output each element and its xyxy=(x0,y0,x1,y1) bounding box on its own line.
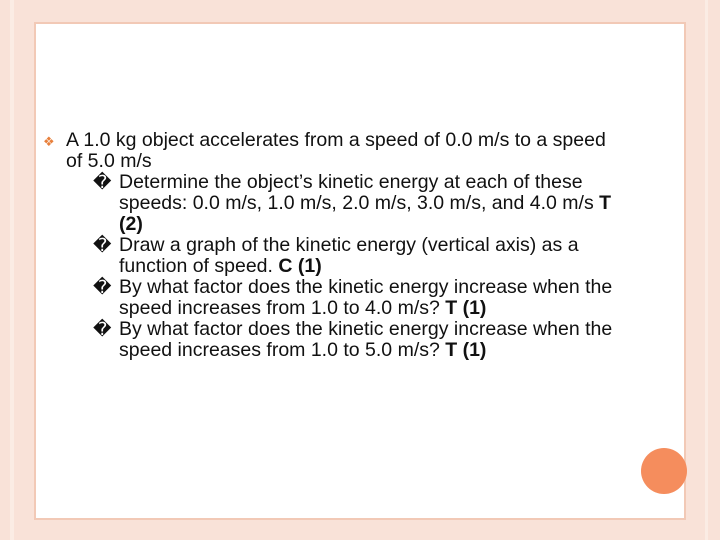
sub-bullet-list xyxy=(62,172,622,361)
sub-bullet-item xyxy=(93,277,622,319)
sub-bullet-item xyxy=(93,172,622,235)
accent-circle xyxy=(641,448,687,494)
slide-content xyxy=(43,129,622,361)
frame-right-edge xyxy=(684,22,686,520)
sub-bullet-tag: T (2) xyxy=(119,192,612,235)
square-placeholder-bullet-icon: � xyxy=(93,319,112,339)
frame-left-edge xyxy=(34,22,36,520)
main-bullet xyxy=(43,129,622,172)
main-bullet-text: A 1.0 kg object accelerates from a speed of 0.0 m/s to a speed of 5.0 m/s xyxy=(66,129,606,172)
sub-bullet-text: Draw a graph of the kinetic energy (vertical axis) as a function of speed. xyxy=(119,234,579,277)
frame-top-band xyxy=(36,0,686,22)
sub-bullet-item xyxy=(93,235,622,277)
square-placeholder-bullet-icon: � xyxy=(93,172,112,192)
frame-left-band xyxy=(0,0,36,540)
sub-bullet-item xyxy=(93,319,622,361)
frame-right-band xyxy=(686,0,720,540)
sub-bullet-text: Determine the object’s kinetic energy at each of these speeds: 0.0 m/s, 1.0 m/s, 2.0 m/s, 3.0 m/s, and 4.0 m/s xyxy=(119,171,600,214)
frame-top-edge xyxy=(36,22,686,24)
sub-bullet-text: By what factor does the kinetic energy increase when the speed increases from 1.0 to 4.0 m/s? xyxy=(119,276,613,319)
frame-bottom-edge xyxy=(36,518,686,520)
frame-left-stripe xyxy=(10,0,14,540)
sub-bullet-tag: T (1) xyxy=(445,339,487,361)
diamond-bullet-icon: ❖ xyxy=(43,134,55,149)
square-placeholder-bullet-icon: � xyxy=(93,235,112,255)
sub-bullet-tag: T (1) xyxy=(445,297,487,319)
sub-bullet-tag: C (1) xyxy=(278,255,322,277)
sub-bullet-text: By what factor does the kinetic energy increase when the speed increases from 1.0 to 5.0 m/s? xyxy=(119,318,613,361)
frame-bottom-band xyxy=(36,520,686,540)
square-placeholder-bullet-icon: � xyxy=(93,277,112,297)
frame-right-stripe xyxy=(705,0,708,540)
